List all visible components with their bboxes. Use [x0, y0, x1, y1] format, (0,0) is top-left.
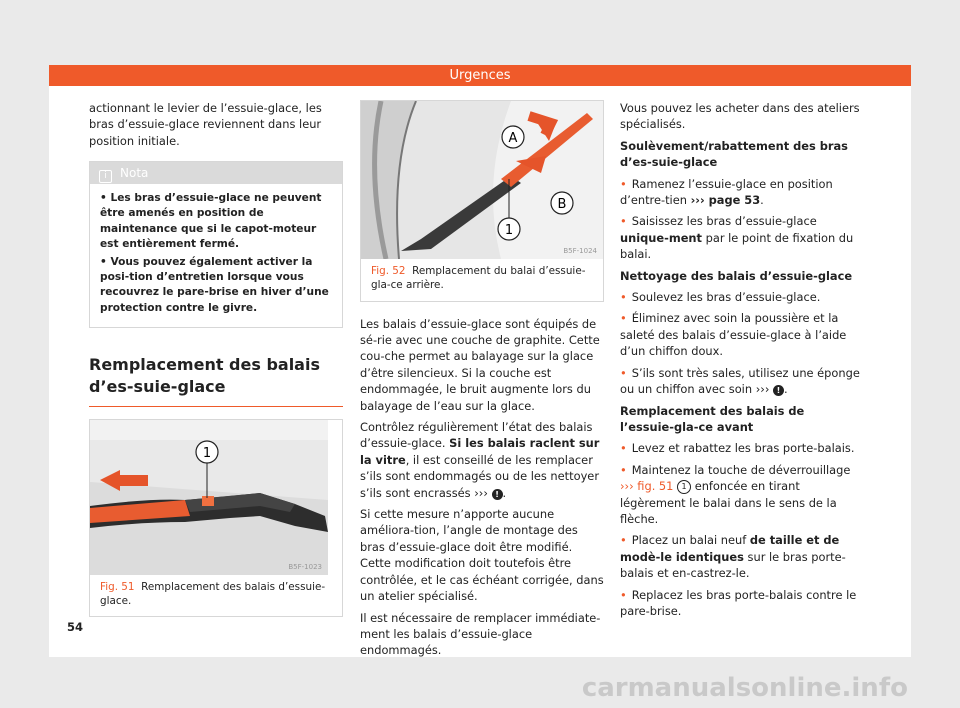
- intro-text: actionnant le levier de l’essuie-glace, les bras d’essuie-glace reviennent dans leur position initiale.: [89, 101, 322, 148]
- note-item: • Vous pouvez également activer la posi-tion d’entretien lorsque vous recouvrez le pare-brise en hiver d’une protection contre le givre.: [100, 256, 329, 314]
- figure-link[interactable]: ››› fig. 51: [620, 479, 674, 494]
- column-1: [89, 100, 343, 617]
- note-box: [89, 161, 343, 328]
- paragraph: Vous pouvez les acheter dans des ateliers spécialisés.: [620, 101, 860, 132]
- wiper-blade-illustration: [90, 420, 328, 575]
- subheading: Remplacement des balais de l’essuie-gla-ce avant: [620, 403, 805, 434]
- bullet-item: • Soulevez les bras d’essuie-glace.: [620, 289, 860, 305]
- bullet-item: • S’ils sont très sales, utilisez une éponge ou un chiffon avec soin ››› ! .: [620, 365, 860, 398]
- column-2: [360, 100, 604, 664]
- column-3: [620, 100, 860, 624]
- bullet-item: • Levez et rabattez les bras porte-balais.: [620, 440, 860, 456]
- figure-caption: Fig. 51 Remplacement des balais d’essuie-glace.: [100, 580, 326, 607]
- callout-number: 1: [677, 480, 691, 494]
- subheading: Nettoyage des balais d’essuie-glace: [620, 268, 853, 283]
- figure-caption: Fig. 52 Remplacement du balai d’essuie-gla-ce arrière.: [371, 265, 586, 291]
- note-item: • Les bras d’essuie-glace ne peuvent être amenés en position de maintenance que si le capot-moteur est entièrement fermé.: [100, 192, 322, 250]
- figure-code: B5F-1023: [288, 562, 322, 571]
- warning-icon: !: [773, 385, 784, 396]
- figure-51: [89, 419, 343, 618]
- bullet-item: • Éliminez avec soin la poussière et la saleté des balais d’essuie-glace à l’aide d’un chiffon doux.: [620, 310, 860, 359]
- marker-1: 1: [504, 223, 514, 238]
- figure-code: B5F-1024: [563, 247, 597, 255]
- subheading: Soulèvement/rabattement des bras d’es-suie-glace: [620, 138, 848, 170]
- note-header: [90, 162, 342, 184]
- marker-a: A: [508, 131, 518, 146]
- figure-marker: 1: [202, 445, 212, 461]
- paragraph: Contrôlez régulièrement l’état des balais d’essuie-glace. Si les balais raclent sur la vitre, il est conseillé de les remplacer s’ils sont endommagés ou de les nettoyer s’ils sont encrassés ››› ! .: [360, 420, 600, 500]
- marker-b: B: [557, 197, 567, 212]
- bullet-item: • Replacez les bras porte-balais contre le pare-brise.: [620, 587, 860, 620]
- watermark: carmanualsonline.info: [581, 673, 908, 703]
- page-link[interactable]: ››› page 53: [690, 193, 761, 208]
- paragraph: Il est nécessaire de remplacer immédiate-ment les balais d’essuie-glace endommagés.: [360, 610, 601, 658]
- info-icon: i: [99, 170, 112, 183]
- note-title: Nota: [120, 166, 149, 181]
- bullet-item: • Ramenez l’essuie-glace en position d’entre-tien ››› page 53.: [620, 176, 860, 209]
- section-title: Remplacement des balais d’es-suie-glace: [89, 354, 343, 407]
- paragraph: Si cette mesure n’apporte aucune améliora-tion, l’angle de montage des bras d’essuie-glace doit être modifié. Cette modification doit toutefois être contrôlée, et le cas échéant corrigée, dans un atelier spécialisé.: [360, 507, 604, 604]
- bullet-item: • Saisissez les bras d’essuie-glace unique-ment par le point de fixation du balai.: [620, 213, 860, 262]
- page-header: Urgences: [49, 65, 911, 86]
- warning-icon: !: [492, 489, 503, 500]
- note-body: [90, 184, 342, 327]
- figure-52: [360, 100, 604, 302]
- page-number: 54: [67, 620, 84, 634]
- paragraph: Les balais d’essuie-glace sont équipés de sé-rie avec une couche de graphite. Cette cou-che permet au balayage sur la glace d’être silencieux. Si la couche est endommagée, le bruit augmente lors du balayage de l’eau sur la glace.: [360, 316, 600, 413]
- rear-wiper-illustration: [361, 101, 603, 259]
- bullet-item: • Placez un balai neuf de taille et de modè-le identiques sur le bras porte-balais et en-castrez-le.: [620, 532, 860, 581]
- bullet-item: • Maintenez la touche de déverrouillage ››› fig. 51 1 enfoncée en tirant légèrement le balai dans le sens de la flèche.: [620, 462, 860, 528]
